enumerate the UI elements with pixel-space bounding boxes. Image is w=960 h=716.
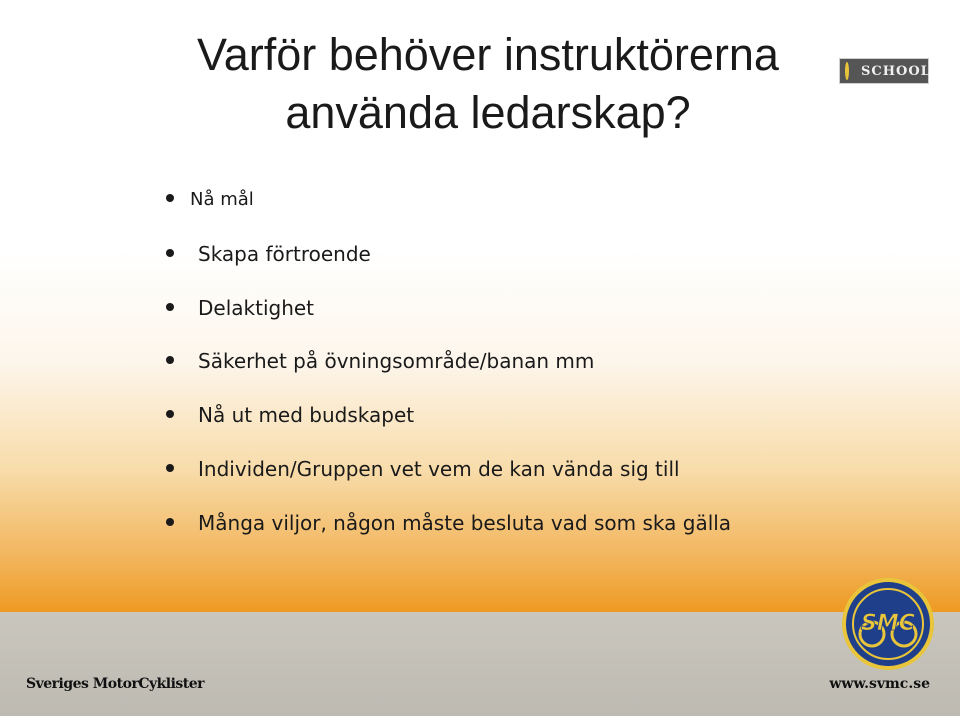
bullet-text: Många viljor, någon måste besluta vad som ska gälla xyxy=(198,511,732,535)
title-line-1: Varför behöver instruktörerna xyxy=(197,29,779,80)
bullet-text: Skapa förtroende xyxy=(198,242,371,266)
footer-url: www.svmc.se xyxy=(829,676,930,692)
bullet-dot-icon xyxy=(166,410,174,418)
seal-text: SMC xyxy=(861,611,915,636)
bullet-dot-icon xyxy=(166,249,174,257)
smc-school-logo xyxy=(839,58,929,84)
bullet-text: Nå ut med budskapet xyxy=(198,403,415,427)
title-line-2: använda ledarskap? xyxy=(285,87,691,138)
bullet-dot-icon xyxy=(166,464,174,472)
bullet-text: Individen/Gruppen vet vem de kan vända sig till xyxy=(198,457,680,481)
bullet-dot-icon xyxy=(166,194,174,202)
bullet-text: Delaktighet xyxy=(198,296,315,320)
slide-title xyxy=(128,26,848,142)
smc-mini-seal-icon xyxy=(845,62,849,80)
school-logo-text: SCHOOL xyxy=(861,63,931,79)
bullet-dot-icon xyxy=(166,518,174,526)
bullet-dot-icon xyxy=(166,356,174,364)
bullet-dot-icon xyxy=(166,303,174,311)
bullet-text: Nå mål xyxy=(190,189,254,210)
smc-seal-logo xyxy=(842,578,934,670)
footer-org-name: Sveriges MotorCyklister xyxy=(26,676,205,692)
bullet-text: Säkerhet på övningsområde/banan mm xyxy=(198,349,595,373)
